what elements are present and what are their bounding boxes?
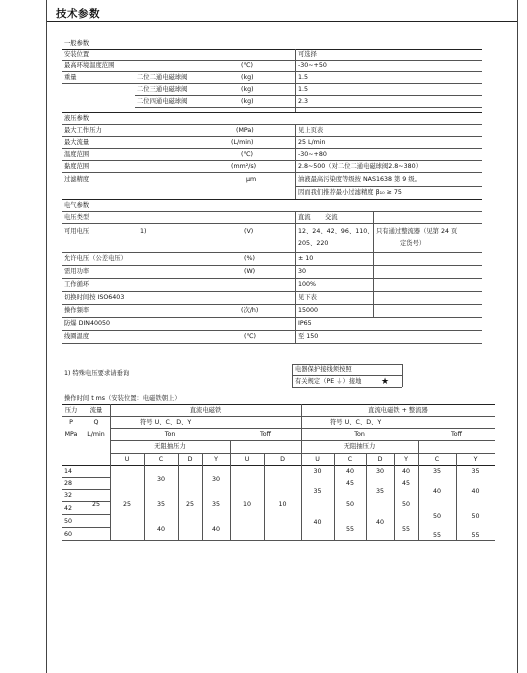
ground-symbol-icon: ★ xyxy=(381,377,390,387)
rect-u-cell: 40 xyxy=(313,519,322,526)
dc-c-cell: 30 xyxy=(156,476,165,483)
rule xyxy=(62,465,495,466)
rule xyxy=(295,49,296,112)
weight-2-2-label: 二位二通电磁球阀 xyxy=(137,74,188,81)
flow-cell: 25 xyxy=(91,501,100,508)
switching-time-value: 见下表 xyxy=(298,294,317,301)
rule xyxy=(62,136,482,137)
rule xyxy=(402,364,403,387)
dc-c-cell: 40 xyxy=(156,526,165,533)
weight-2-2-value: 1.5 xyxy=(298,74,309,81)
pressure-cell: 42 xyxy=(64,505,73,512)
earthing-note-line-2: 有关规定（PE ⏚）接地 xyxy=(295,378,362,385)
rule xyxy=(62,252,482,253)
pressure-cell: 50 xyxy=(64,518,73,525)
rect-y-cell: 40 xyxy=(401,468,410,475)
title-divider xyxy=(47,21,517,22)
coil-temperature-value: 至 150 xyxy=(298,333,319,340)
frequency-unit: (次/h) xyxy=(241,307,259,314)
rule xyxy=(62,223,482,224)
weight-2-3-value: 1.5 xyxy=(298,86,309,93)
power-unit: (W) xyxy=(244,268,256,275)
coil-temperature-label: 线圈温度 xyxy=(64,333,90,340)
max-pressure-value: 见上页表 xyxy=(298,127,324,134)
rect-y-cell: 45 xyxy=(401,480,410,487)
rect-c-cell: 55 xyxy=(345,526,354,533)
rect-d-cell: 30 xyxy=(375,468,384,475)
rule xyxy=(110,404,111,540)
rule xyxy=(62,265,482,266)
rect-toff-y-cell: 55 xyxy=(471,532,480,539)
rule xyxy=(62,71,482,72)
voltage-type-ac: 交流 xyxy=(325,214,338,221)
rule xyxy=(62,404,495,405)
temperature-value: -30~+80 xyxy=(298,151,327,158)
rect-u-cell: 30 xyxy=(313,468,322,475)
rectifier-toff: Toff xyxy=(451,431,462,438)
viscosity-value: 2.8~500（对二位二通电磁球阀2.8~380） xyxy=(298,163,422,170)
rule xyxy=(62,60,482,61)
rule xyxy=(62,83,482,84)
rectifier-ton: Ton xyxy=(354,431,365,438)
max-pressure-unit: (MPa) xyxy=(236,127,254,134)
col-u: U xyxy=(315,456,320,463)
rect-toff-y-cell: 40 xyxy=(471,488,480,495)
rule xyxy=(295,186,482,187)
header-flow: 流量 xyxy=(89,407,103,414)
rule xyxy=(135,107,482,108)
protection-value: IP65 xyxy=(298,320,312,327)
weight-2-4-label: 二位四通电磁球阀 xyxy=(137,98,188,105)
viscosity-label: 黏度范围 xyxy=(64,163,90,170)
header-p: P xyxy=(69,419,73,426)
rule xyxy=(292,387,402,388)
rect-y-cell: 55 xyxy=(401,526,410,533)
rect-d-cell: 40 xyxy=(375,519,384,526)
filtration-value-2: 因而我们推荐最小过滤精度 β₁₀ ≥ 75 xyxy=(298,189,402,196)
col-c: C xyxy=(347,456,353,463)
voltage-type-label: 电压类型 xyxy=(64,214,90,221)
power-value: 30 xyxy=(298,268,307,275)
rule xyxy=(62,148,482,149)
available-voltage-value-2: 205、220 xyxy=(298,240,329,247)
rule xyxy=(292,375,402,376)
rule xyxy=(295,211,296,343)
duty-value: 100% xyxy=(298,281,317,288)
col-y: Y xyxy=(473,456,478,463)
max-flow-value: 25 L/min xyxy=(298,139,326,146)
rule xyxy=(373,211,374,317)
header-lmin: L/min xyxy=(87,431,105,438)
rectifier-title: 直流电磁铁 + 整流器 xyxy=(368,407,428,414)
weight-2-2-unit: (kg) xyxy=(241,74,254,81)
ambient-label: 最高环境温度范围 xyxy=(64,62,115,69)
col-y: Y xyxy=(404,456,408,463)
rect-c-cell: 40 xyxy=(345,468,354,475)
rule xyxy=(292,364,293,387)
rule xyxy=(62,489,110,490)
rule xyxy=(62,199,482,200)
install-value: 可选择 xyxy=(298,51,317,58)
rule xyxy=(292,364,402,365)
rule xyxy=(62,477,110,478)
switching-time-label: 切换时间按 ISO6403 xyxy=(64,294,125,301)
rule xyxy=(264,453,265,540)
rule xyxy=(456,453,457,540)
rule xyxy=(295,124,296,199)
protection-label: 防爆 DIN40050 xyxy=(64,320,111,327)
ambient-unit: (℃) xyxy=(241,62,253,69)
weight-2-3-unit: (kg) xyxy=(241,86,254,93)
max-flow-unit: (L/min) xyxy=(231,139,254,146)
rule xyxy=(62,211,482,212)
temperature-unit: (℃) xyxy=(241,151,253,158)
rule xyxy=(62,172,482,173)
filtration-value-1: 油液最高污染度等级按 NAS1638 第 9 级。 xyxy=(298,176,421,183)
weight-2-3-label: 二位三通电磁球阀 xyxy=(137,86,188,93)
col-d: D xyxy=(377,456,383,463)
rule xyxy=(62,416,495,417)
dc-no-backpressure: 无阻抽压力 xyxy=(154,443,186,450)
dc-symbol-line: 符号 U、C、D、Y xyxy=(140,419,192,426)
rule xyxy=(110,440,495,441)
rule xyxy=(62,112,482,113)
rect-c-cell: 50 xyxy=(345,501,354,508)
general-heading: 一般参数 xyxy=(64,40,90,47)
rectifier-symbol-line: 符号 U、C、D、Y xyxy=(330,419,382,426)
page-title: 技术参数 xyxy=(56,8,100,20)
weight-label: 重量 xyxy=(64,74,77,81)
pressure-cell: 14 xyxy=(64,468,73,475)
ambient-value: -30~+50 xyxy=(298,62,327,69)
rule xyxy=(62,278,482,279)
dc-c-cell: 35 xyxy=(156,501,165,508)
rule xyxy=(62,343,482,344)
rule xyxy=(135,95,482,96)
rect-u-cell: 35 xyxy=(313,488,322,495)
rule xyxy=(62,514,110,515)
col-u: U xyxy=(124,456,130,463)
pressure-cell: 28 xyxy=(64,480,73,487)
dc-y-cell: 40 xyxy=(211,526,220,533)
filtration-label: 过滤精度 xyxy=(64,176,90,183)
rect-toff-c-cell: 55 xyxy=(432,532,441,539)
available-voltage-value-1: 12、24、42、96、110、 xyxy=(298,228,374,235)
col-u: U xyxy=(244,456,250,463)
dc-ton: Ton xyxy=(164,431,176,438)
pressure-cell: 32 xyxy=(64,492,73,499)
rule xyxy=(62,124,482,125)
ac-voltage-note-2: 定货号） xyxy=(400,240,426,247)
header-mpa: MPa xyxy=(64,431,78,438)
max-flow-label: 最大流量 xyxy=(64,139,90,146)
rect-toff-y-cell: 35 xyxy=(471,468,480,475)
ac-voltage-note-1: 只有通过整流器（见第 24 页 xyxy=(376,228,458,235)
duty-label: 工作循环 xyxy=(64,281,90,288)
col-c: C xyxy=(158,456,164,463)
electrical-heading: 电气参数 xyxy=(64,202,90,209)
power-label: 需用功率 xyxy=(64,268,90,275)
hydraulic-heading: 液压参数 xyxy=(64,115,90,122)
document-page xyxy=(46,0,518,673)
col-y: Y xyxy=(214,456,218,463)
rect-c-cell: 45 xyxy=(345,480,354,487)
rule xyxy=(62,160,482,161)
switching-heading: 操作时间 t ms（安装位置：电磁铁朝上） xyxy=(64,395,181,402)
rect-toff-c-cell: 40 xyxy=(432,488,441,495)
rectifier-no-backpressure: 无阻抽压力 xyxy=(343,443,376,450)
rule xyxy=(62,304,482,305)
dc-u-cell: 25 xyxy=(122,501,131,508)
header-pressure: 压力 xyxy=(64,407,78,414)
rule xyxy=(62,317,482,318)
rect-toff-c-cell: 35 xyxy=(432,468,441,475)
frequency-label: 操作频率 xyxy=(64,307,90,314)
dc-d-cell: 25 xyxy=(185,501,194,508)
frequency-value: 15000 xyxy=(298,307,319,314)
pressure-cell: 60 xyxy=(64,531,73,538)
temperature-label: 温度范围 xyxy=(64,151,90,158)
weight-2-4-unit: (kg) xyxy=(241,98,254,105)
dc-solenoid-title: 直流电磁铁 xyxy=(189,407,222,414)
available-voltage-note: 1) xyxy=(140,228,147,235)
tolerance-unit: (%) xyxy=(244,255,255,262)
rect-toff-c-cell: 50 xyxy=(432,513,441,520)
rect-y-cell: 50 xyxy=(401,501,410,508)
rect-toff-y-cell: 50 xyxy=(471,513,480,520)
tolerance-value: ± 10 xyxy=(298,255,314,262)
install-label: 安装位置 xyxy=(64,51,90,58)
rule xyxy=(230,440,231,540)
viscosity-unit: (mm²/s) xyxy=(231,163,257,170)
rule xyxy=(62,330,482,331)
available-voltage-unit: (V) xyxy=(244,228,254,235)
rule xyxy=(178,453,179,540)
filtration-unit: μm xyxy=(246,176,257,183)
dc-toff-d-cell: 10 xyxy=(278,501,287,508)
rect-d-cell: 35 xyxy=(375,488,384,495)
rule xyxy=(110,453,495,454)
rule xyxy=(62,540,495,541)
voltage-type-dc: 直流 xyxy=(298,214,311,221)
max-pressure-label: 最大工作压力 xyxy=(64,127,102,134)
rule xyxy=(62,527,110,528)
dc-y-cell: 35 xyxy=(211,501,220,508)
col-d: D xyxy=(280,456,285,463)
rule xyxy=(62,291,482,292)
tolerance-label: 允许电压（公差电压） xyxy=(64,255,127,262)
rule xyxy=(62,49,482,50)
header-q: Q xyxy=(93,419,99,426)
rule xyxy=(110,428,495,429)
dc-y-cell: 30 xyxy=(211,476,220,483)
coil-temperature-unit: (℃) xyxy=(244,333,256,340)
col-d: D xyxy=(187,456,193,463)
dc-toff-u-cell: 10 xyxy=(242,501,251,508)
col-c: C xyxy=(434,456,440,463)
footnote: 1) 特殊电压要求请垂询 xyxy=(64,370,130,377)
earthing-note-line-1: 电器保护接线须按照 xyxy=(295,366,352,373)
dc-toff: Toff xyxy=(260,431,271,438)
available-voltage-label: 可用电压 xyxy=(64,228,90,235)
weight-2-4-value: 2.3 xyxy=(298,98,309,105)
